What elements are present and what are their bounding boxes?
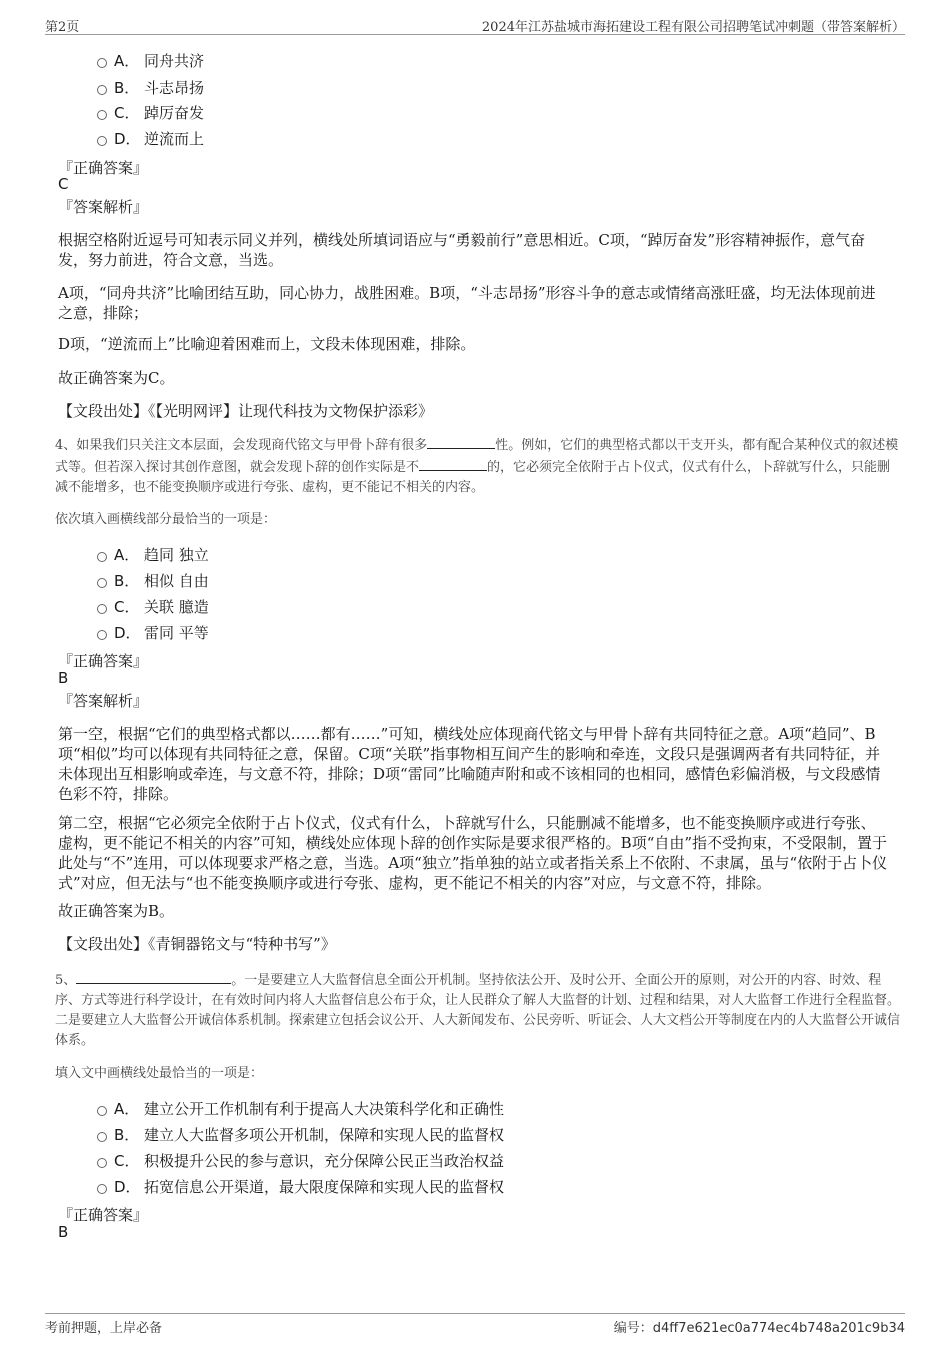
q3-analysis-paragraph: A项，“同舟共济”比喻团结互助，同心协力，战胜困难。B项，“斗志昂扬”形容斗争的意志或情绪高涨旺盛，均无法体现前进之意，排除； <box>58 284 876 322</box>
q4-prompt: 依次填入画横线部分最恰当的一项是： <box>55 512 277 527</box>
page-number: 第2页 <box>45 20 80 35</box>
q4-analysis-paragraph: 第二空，根据“它必须完全依附于占卜仪式，仪式有什么，卜辞就写什么，只能删减不能增多，也不能变换顺序或进行夸张、虚构，更不能记不相关的内容”可知，横线处应体现卜辞的创作实际是要求很严格的。B项“自由”指不受拘束，不受限制，置于此处与“不”连用，可以体现要求严格之意，当选。A项“独立”指单独的站立或者指关系上不依附、不隶属，虽与“依附于占卜仪式”对应，但无法与“也不能变换顺序或进行夸张、虚构，更不能记不相关的内容”对应，与文意不符，排除。 <box>58 814 888 892</box>
page-header <box>45 14 905 35</box>
radio-icon[interactable] <box>97 630 107 640</box>
q3-analysis-paragraph: D项，“逆流而上”比喻迎着困难而上，文段未体现困难，排除。 <box>58 335 476 353</box>
q5-option-b[interactable]: B． 建立人大监督多项公开机制，保障和实现人民的监督权 <box>97 1124 504 1144</box>
q3-analysis-conclusion: 故正确答案为C。 <box>58 369 175 387</box>
radio-icon[interactable] <box>97 110 107 120</box>
q4-question-text: 4、如果我们只关注文本层面，会发现商代铭文与甲骨卜辞有很多 性。例如，它们的典型格式都以干支开头，都有配合某种仪式的叙述模式等。但若深入探讨其创作意图，就会发现卜辞的创作实际是不 的，它必须完全依附于占卜仪式，仪式有什么，卜辞就写什么，只能删减不能增多，也不能变换顺序或进行夸张、虚构，更不能记不相关的内容。 <box>55 434 900 498</box>
q3-answer: C <box>58 175 69 193</box>
q4-option-b[interactable]: B． 相似 自由 <box>97 570 209 590</box>
radio-icon[interactable] <box>97 85 107 95</box>
radio-icon[interactable] <box>97 604 107 614</box>
radio-icon[interactable] <box>97 1132 107 1142</box>
fill-blank[interactable] <box>419 456 487 471</box>
q5-option-a[interactable]: A． 建立公开工作机制有利于提高人大决策科学化和正确性 <box>97 1098 504 1118</box>
radio-icon[interactable] <box>97 552 107 562</box>
q4-option-c[interactable]: C． 关联 臆造 <box>97 596 209 616</box>
fill-blank[interactable] <box>76 969 231 984</box>
q4-source: 【文段出处】《青铜器铭文与“特种书写”》 <box>58 935 336 953</box>
q3-analysis-paragraph: 根据空格附近逗号可知表示同义并列，横线处所填词语应与“勇毅前行”意思相近。C项，“踔厉奋发”形容精神振作，意气奋发，努力前进，符合文意，当选。 <box>58 231 866 269</box>
q4-option-a[interactable]: A． 趋同 独立 <box>97 544 209 564</box>
radio-icon[interactable] <box>97 1184 107 1194</box>
q3-source: 【文段出处】《【光明网评】让现代科技为文物保护添彩》 <box>58 402 434 420</box>
q4-answer-label: 『正确答案』 <box>58 652 149 670</box>
q3-option-d[interactable]: D． 逆流而上 <box>97 128 204 148</box>
q5-prompt: 填入文中画横线处最恰当的一项是： <box>55 1066 264 1081</box>
q3-analysis-label: 『答案解析』 <box>58 198 149 216</box>
radio-icon[interactable] <box>97 58 107 68</box>
radio-icon[interactable] <box>97 578 107 588</box>
q5-option-c[interactable]: C． 积极提升公民的参与意识，充分保障公民正当政治权益 <box>97 1150 504 1170</box>
q3-answer-label: 『正确答案』 <box>58 159 149 177</box>
q4-analysis-paragraph: 第一空，根据“它们的典型格式都以……都有……”可知，横线处应体现商代铭文与甲骨卜辞有共同特征之意。A项“趋同”、B项“相似”均可以体现有共同特征之意，保留。C项“关联”指事物相互间产生的影响和牵连，文段只是强调两者有共同特征，并未体现出互相影响或牵连，与文意不符，排除；D项“雷同”比喻随声附和或不该相同的也相同，感情色彩偏消极，与文段感情色彩不符，排除。 <box>58 725 881 803</box>
radio-icon[interactable] <box>97 1158 107 1168</box>
q3-option-a[interactable]: A． 同舟共济 <box>97 50 204 70</box>
fill-blank[interactable] <box>427 434 495 449</box>
radio-icon[interactable] <box>97 136 107 146</box>
q5-option-d[interactable]: D． 拓宽信息公开渠道，最大限度保障和实现人民的监督权 <box>97 1176 504 1196</box>
radio-icon[interactable] <box>97 1106 107 1116</box>
q3-option-c[interactable]: C． 踔厉奋发 <box>97 102 204 122</box>
document-title: 2024年江苏盐城市海拓建设工程有限公司招聘笔试冲刺题（带答案解析） <box>481 20 905 35</box>
q5-answer: B <box>58 1223 69 1241</box>
q4-answer: B <box>58 669 69 687</box>
q5-answer-label: 『正确答案』 <box>58 1206 149 1224</box>
q3-option-b[interactable]: B． 斗志昂扬 <box>97 77 204 97</box>
footer-slogan: 考前押题，上岸必备 <box>45 1321 163 1336</box>
q4-analysis-conclusion: 故正确答案为B。 <box>58 902 175 920</box>
document-code: 编号：d4ff7e621ec0a774ec4b748a201c9b34 <box>613 1321 905 1336</box>
q4-option-d[interactable]: D． 雷同 平等 <box>97 622 209 642</box>
q4-analysis-label: 『答案解析』 <box>58 692 149 710</box>
page-footer <box>45 1313 905 1336</box>
q5-question-text: 5、 。一是要建立人大监督信息全面公开机制。坚持依法公开、及时公开、全面公开的原则，对公开的内容、时效、程序、方式等进行科学设计，在有效时间内将人大监督信息公布于众，让人民群众了解人大监督的计划、过程和结果，对人大监督工作进行全程监督。二是要建立人大监督公开诚信体系机制。探索建立包括会议公开、人大新闻发布、公民旁听、听证会、人大文档公开等制度在内的人大监督公开诚信体系。 <box>55 969 900 1051</box>
